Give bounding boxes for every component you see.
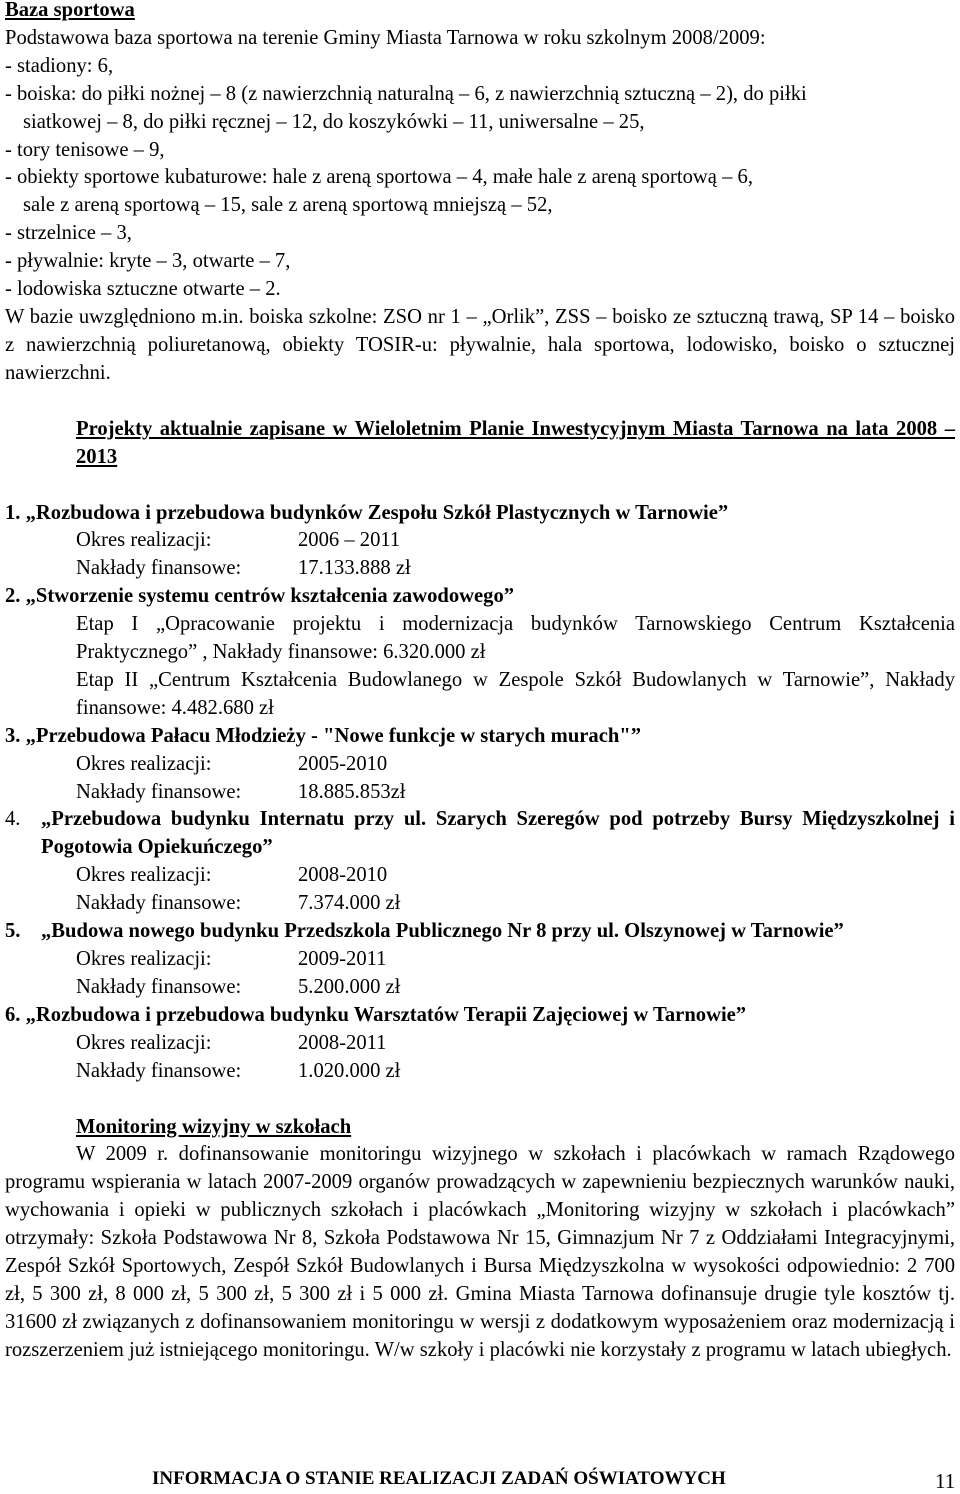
okres-label: Okres realizacji:: [76, 529, 212, 552]
baza-line: - lodowiska sztuczne otwarte – 2.: [5, 278, 281, 301]
naklady-label: Nakłady finansowe:: [76, 557, 242, 580]
project-etap-2: Etap II „Centrum Kształcenia Budowlanego w Zespole Szkół Budowlanych w Tarnowie”, Nakłady finansowe: 4.482.680 zł: [76, 668, 955, 719]
project-etap-1: Etap I „Opracowanie projektu i modernizacja budynków Tarnowskiego Centrum Kształcenia Praktycznego” , Nakłady finansowe: 6.320.000 zł: [76, 613, 955, 664]
naklady-value: 5.200.000 zł: [298, 975, 401, 998]
naklady-value: 17.133.888 zł: [298, 557, 411, 580]
okres-value: 2006 – 2011: [298, 529, 401, 552]
page-footer: [152, 1466, 960, 1492]
project-item-3: [5, 723, 955, 807]
project-item-1: [5, 500, 955, 584]
spacer: [5, 1086, 955, 1114]
projekty-section: [5, 416, 955, 472]
baza-intro: Podstawowa baza sportowa na terenie Gminy Miasta Tarnowa w roku szkolnym 2008/2009:: [5, 26, 766, 49]
project-item-2: [5, 583, 955, 723]
naklady-label: Nakłady finansowe:: [76, 780, 242, 803]
monitoring-section: [5, 1114, 955, 1142]
spacer: [5, 388, 955, 416]
okres-value: 2009-2011: [298, 948, 387, 970]
baza-line: - stadiony: 6,: [5, 54, 114, 77]
okres-label: Okres realizacji:: [76, 1031, 212, 1054]
okres-value: 2008-2011: [298, 1031, 387, 1054]
project-title: „Budowa nowego budynku Przedszkola Publicznego Nr 8 przy ul. Olszynowej w Tarnowie”: [41, 920, 844, 943]
project-number: 4.: [5, 808, 21, 831]
naklady-value: 18.885.853zł: [298, 780, 406, 803]
page-content: [5, 0, 955, 1365]
project-item-5: [5, 918, 955, 1002]
project-number: 2.: [5, 585, 21, 608]
baza-line: - strzelnice – 3,: [5, 222, 132, 245]
project-title: „Przebudowa Pałacu Młodzieży - "Nowe funkcje w starych murach"”: [25, 724, 642, 747]
project-number: 3.: [5, 724, 21, 747]
baza-line: - tory tenisowe – 9,: [5, 138, 165, 161]
naklady-label: Nakłady finansowe:: [76, 1059, 242, 1082]
okres-label: Okres realizacji:: [76, 752, 212, 775]
project-item-4: [5, 806, 955, 918]
spacer: [5, 472, 955, 500]
footer-text: INFORMACJA O STANIE REALIZACJI ZADAŃ OŚWIATOWYCH: [152, 1468, 726, 1489]
project-title: „Rozbudowa i przebudowa budynku Warsztatów Terapii Zajęciowej w Tarnowie”: [25, 1003, 747, 1026]
project-number: 5.: [5, 920, 21, 943]
baza-paragraph: W bazie uwzględniono m.in. boiska szkolne: ZSO nr 1 – „Orlik”, ZSS – boisko ze sztuczną trawą, SP 14 – boisko z nawierzchnią poliuretanową, obiekty TOSIR-u: pływalnie, hala sportowa, lodowisko, boisko o sztucznej nawierzchni.: [5, 305, 955, 384]
baza-line: sale z areną sportową – 15, sale z areną sportową mniejszą – 52,: [23, 194, 553, 217]
naklady-label: Nakłady finansowe:: [76, 892, 242, 915]
project-number: 1.: [5, 501, 21, 524]
project-title: „Rozbudowa i przebudowa budynków Zespołu Szkół Plastycznych w Tarnowie”: [25, 501, 729, 524]
okres-value: 2005-2010: [298, 752, 388, 775]
project-title: „Stworzenie systemu centrów kształcenia zawodowego”: [25, 585, 515, 608]
baza-line: - pływalnie: kryte – 3, otwarte – 7,: [5, 250, 291, 273]
okres-label: Okres realizacji:: [76, 948, 212, 970]
okres-value: 2008-2010: [298, 864, 388, 887]
baza-line: siatkowej – 8, do piłki ręcznej – 12, do koszykówki – 11, uniwersalne – 25,: [23, 110, 645, 133]
section-heading-baza: Baza sportowa: [5, 0, 135, 21]
naklady-value: 1.020.000 zł: [298, 1059, 401, 1082]
section-heading-projekty: Projekty aktualnie zapisane w Wieloletnim Planie Inwestycyjnym Miasta Tarnowa na lata 2008 – 2013: [76, 417, 955, 468]
page-number: 11: [935, 1469, 956, 1493]
project-item-6: [5, 1002, 955, 1086]
project-title: „Przebudowa budynku Internatu przy ul. Szarych Szeregów pod potrzeby Bursy Międzyszkolnej i Pogotowia Opiekuńczego”: [41, 808, 955, 859]
baza-line: - boiska: do piłki nożnej – 8 (z nawierzchnią naturalną – 6, z nawierzchnią sztuczną – 2), do piłki: [5, 82, 807, 105]
section-heading-monitoring: Monitoring wizyjny w szkołach: [76, 1115, 352, 1138]
project-number: 6.: [5, 1003, 21, 1026]
monitoring-paragraph: W 2009 r. dofinansowanie monitoringu wizyjnego w szkołach i placówkach w ramach Rządowego programu wspierania w latach 2007-2009 organów prowadzących w zapewnieniu bezpiecznych warunków nauki, wychowania i opieki w publicznych szkołach i placówkach „Monitoring wizyjny w szkołach i placówkach” otrzymały: Szkoła Podstawowa Nr 8, Szkoła Podstawowa Nr 15, Gimnazjum Nr 7 z Oddziałami Integracyjnymi, Zespół Szkół Sportowych, Zespół Szkół Budowlanych i Bursa Międzyszkolna w wysokości odpowiednio: 2 700 zł, 5 300 zł, 8 000 zł, 5 300 zł, 5 300 zł i 5 000 zł. Gmina Miasta Tarnowa dofinansuje drugie tyle kosztów tj. 31600 zł związanych z dofinansowaniem monitoringu w wersji z dodatkowym wyposażeniem oraz modernizacją i rozszerzeniem już istniejącego monitoringu. W/w szkoły i placówki nie korzystały z programu w latach ubiegłych.: [5, 1143, 955, 1361]
naklady-value: 7.374.000 zł: [298, 892, 401, 915]
naklady-label: Nakłady finansowe:: [76, 975, 242, 998]
okres-label: Okres realizacji:: [76, 864, 212, 887]
baza-line: - obiekty sportowe kubaturowe: hale z areną sportowa – 4, małe hale z areną sportową – 6,: [5, 166, 753, 189]
